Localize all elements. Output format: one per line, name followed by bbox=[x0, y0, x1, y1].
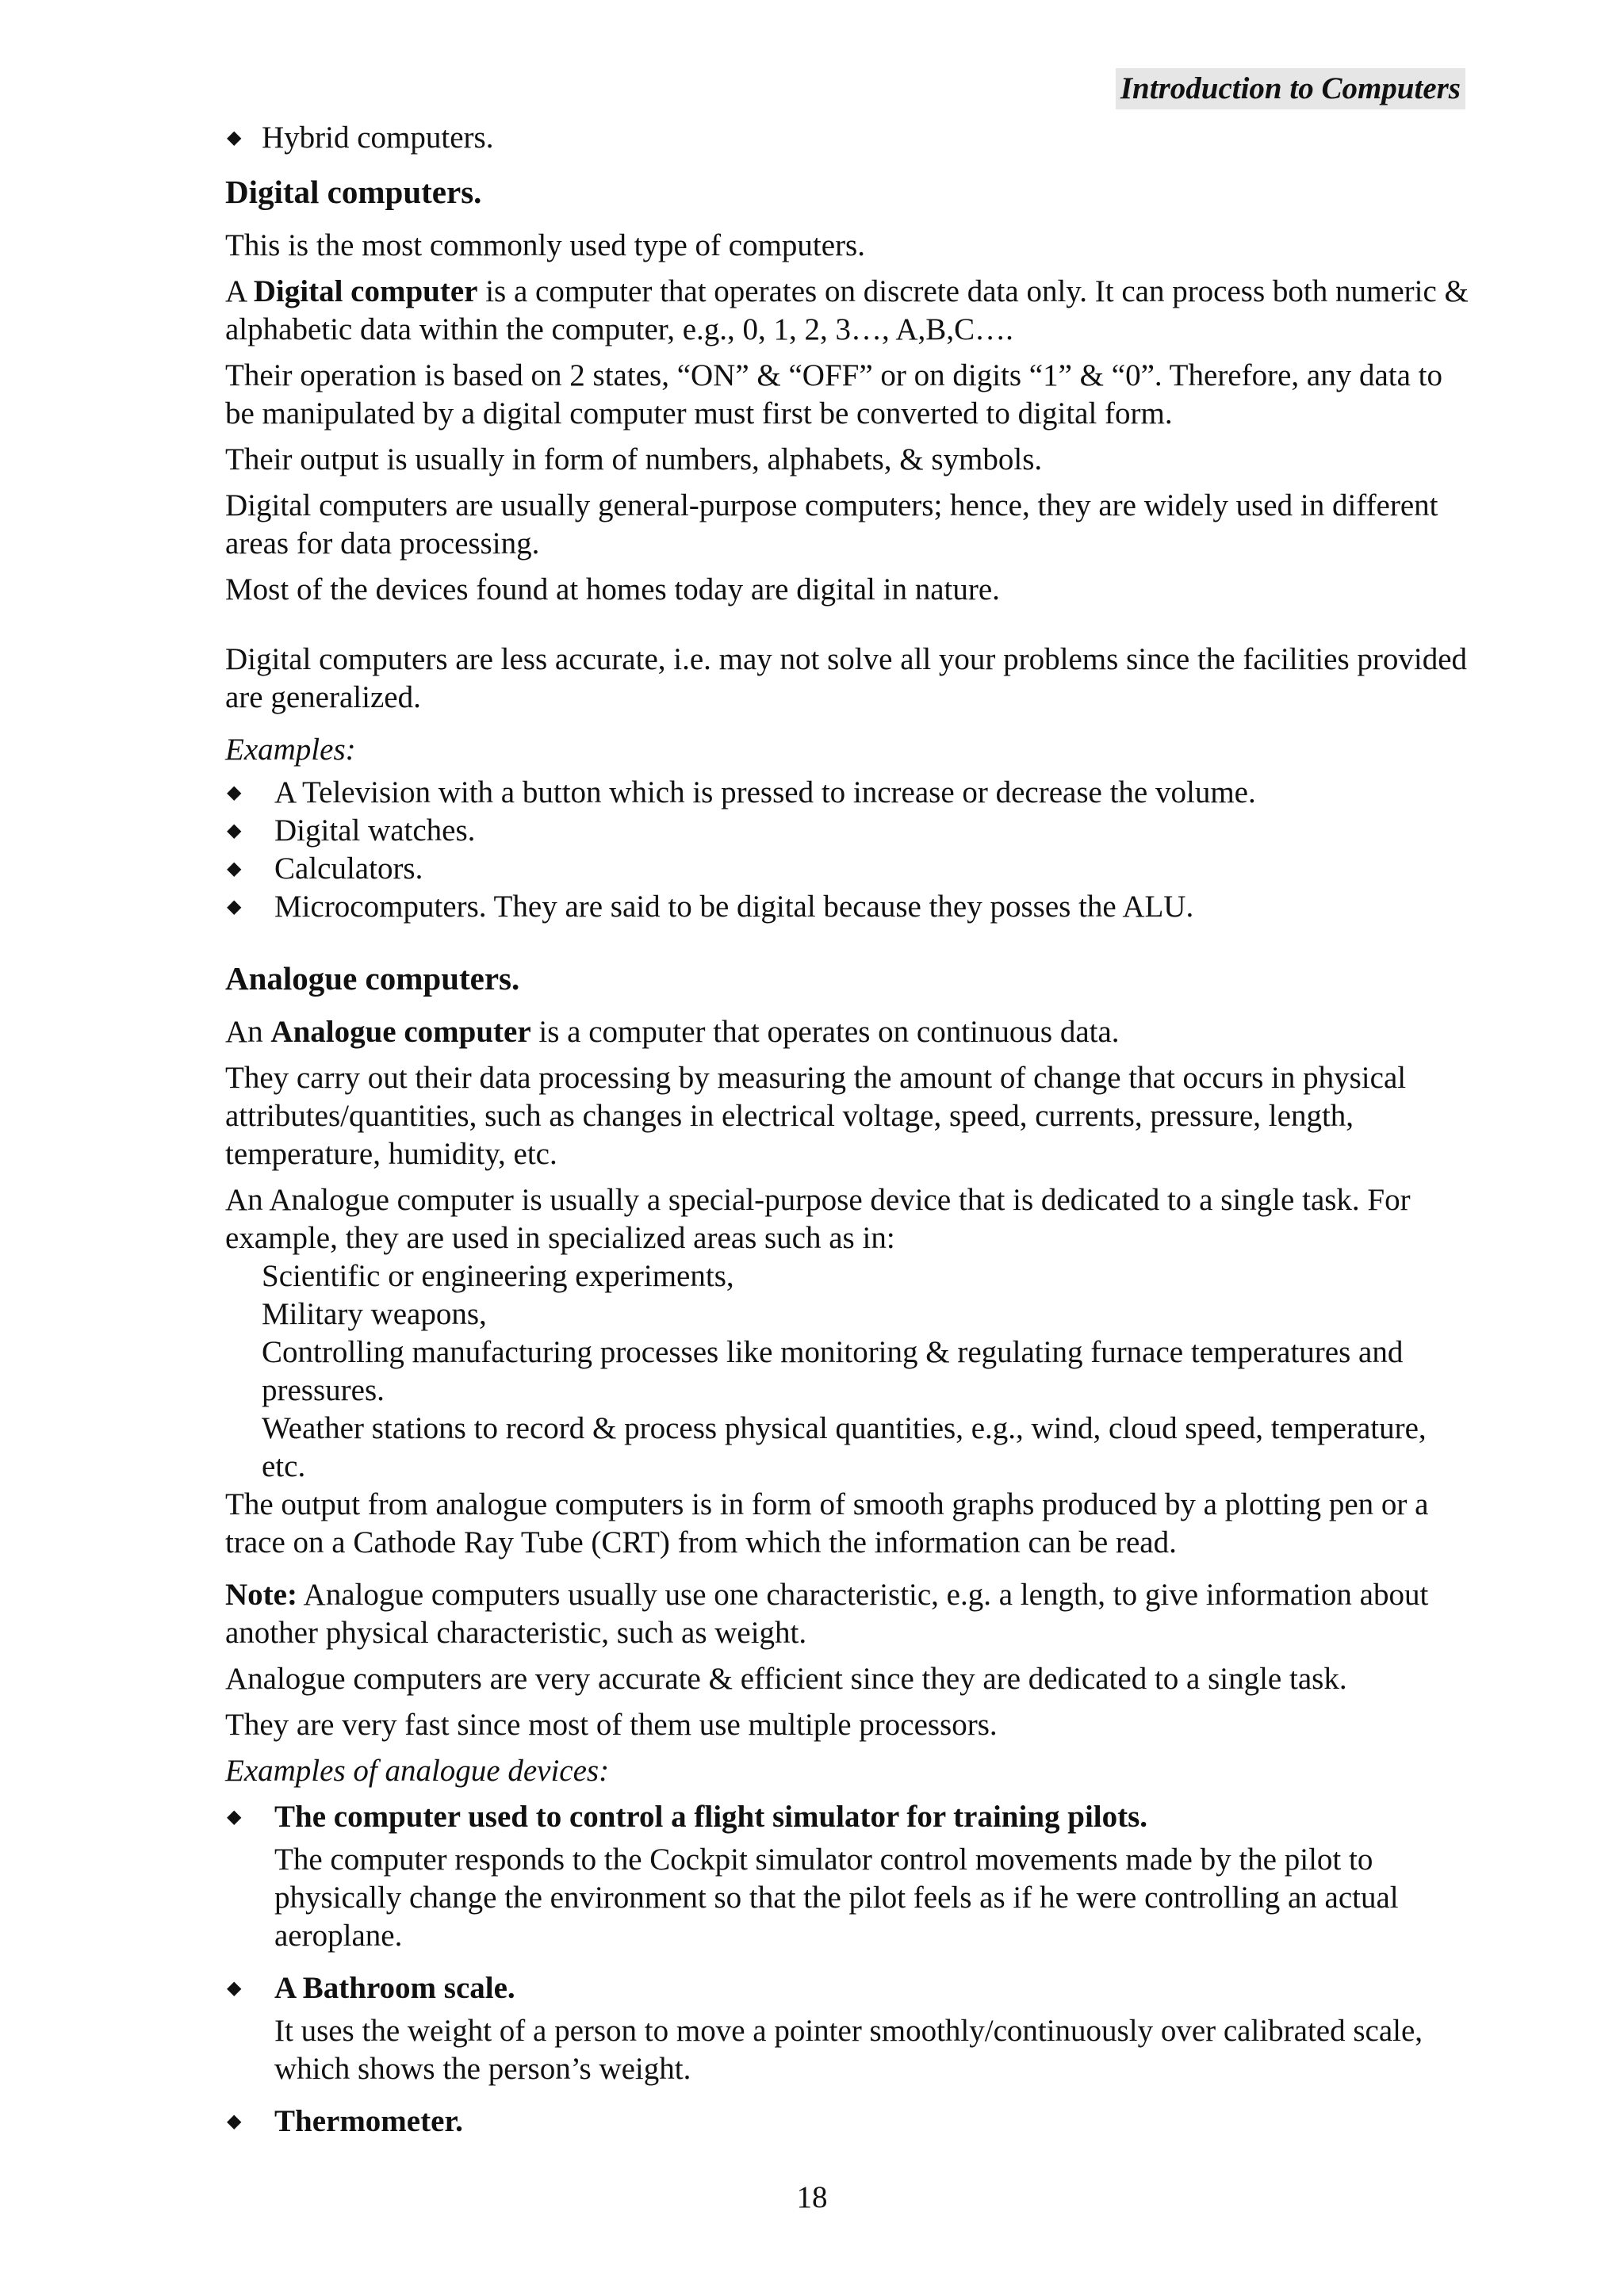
paragraph bbox=[225, 273, 1470, 349]
list-item bbox=[225, 119, 1470, 157]
analogue-areas-list bbox=[225, 1257, 1470, 1486]
paragraph: This is the most commonly used type of computers. bbox=[225, 228, 865, 262]
list-item bbox=[225, 774, 1470, 812]
paragraph: Digital computers are less accurate, i.e. may not solve all your problems since the facilities provided are generalized. bbox=[225, 642, 1467, 714]
paragraph-text: is a computer that operates on discrete data only. It can process both numeric & alphabetic data within the computer, e.g., 0, 1, 2, 3…, A,B,C…. bbox=[225, 274, 1469, 346]
list-item-text: Hybrid computers. bbox=[262, 121, 494, 155]
list-item bbox=[225, 850, 1470, 888]
term-analogue-computer: Analogue computer bbox=[270, 1015, 531, 1049]
list-item: Military weapons, bbox=[262, 1297, 487, 1331]
list-item: Controlling manufacturing processes like monitoring & regulating furnace temperatures and pressures. bbox=[262, 1335, 1404, 1407]
section-heading-analogue: Analogue computers. bbox=[225, 960, 520, 997]
digital-examples-list bbox=[225, 774, 1470, 926]
list-item-text: Calculators. bbox=[274, 851, 423, 886]
paragraph: Analogue computers are very accurate & efficient since they are dedicated to a single task. bbox=[225, 1662, 1347, 1696]
diamond-bullet-icon: ◆ bbox=[227, 859, 242, 879]
list-item: Weather stations to record & process physical quantities, e.g., wind, cloud speed, temperature, etc. bbox=[262, 1411, 1427, 1483]
page-number: 18 bbox=[796, 2180, 828, 2214]
note-text: Analogue computers usually use one characteristic, e.g. a length, to give information about another physical characteristic, such as weight. bbox=[225, 1578, 1429, 1650]
note-label: Note: bbox=[225, 1578, 297, 1612]
paragraph-text: A bbox=[225, 274, 254, 308]
list-item bbox=[225, 888, 1470, 926]
diamond-bullet-icon: ◆ bbox=[227, 1807, 242, 1827]
list-item-text: A Television with a button which is pressed to increase or decrease the volume. bbox=[274, 775, 1256, 809]
term-digital-computer: Digital computer bbox=[253, 274, 478, 308]
paragraph: An Analogue computer is usually a special-purpose device that is dedicated to a single task. For example, they are used in specialized areas such as in: bbox=[225, 1183, 1411, 1255]
diamond-bullet-icon: ◆ bbox=[227, 1978, 242, 1999]
list-item bbox=[225, 1969, 1470, 2007]
paragraph-text: An bbox=[225, 1015, 271, 1049]
paragraph: Their operation is based on 2 states, “ON” & “OFF” or on digits “1” & “0”. Therefore, any data to be manipulated by a digital computer must first be converted to digital form. bbox=[225, 358, 1442, 430]
list-item-title: A Bathroom scale. bbox=[274, 1971, 515, 2005]
diamond-bullet-icon: ◆ bbox=[227, 897, 242, 917]
list-item-description: The computer responds to the Cockpit simulator control movements made by the pilot to physically change the environment so that the pilot feels as if he were controlling an actual aeroplane. bbox=[274, 1843, 1399, 1953]
paragraph: Most of the devices found at homes today are digital in nature. bbox=[225, 572, 1000, 607]
list-item bbox=[225, 2103, 1470, 2141]
list-item-text: Digital watches. bbox=[274, 813, 476, 848]
diamond-bullet-icon: ◆ bbox=[227, 128, 242, 148]
paragraph: They carry out their data processing by measuring the amount of change that occurs in physical attributes/quantities, such as changes in electrical voltage, speed, currents, pressure, length, temperature, humidity, etc. bbox=[225, 1061, 1407, 1171]
diamond-bullet-icon: ◆ bbox=[227, 2111, 242, 2132]
list-item: Scientific or engineering experiments, bbox=[262, 1259, 734, 1293]
paragraph: Their output is usually in form of numbers, alphabets, & symbols. bbox=[225, 442, 1043, 476]
paragraph: Digital computers are usually general-purpose computers; hence, they are widely used in different areas for data processing. bbox=[225, 488, 1438, 561]
list-item-title: Thermometer. bbox=[274, 2104, 463, 2138]
list-item bbox=[225, 1798, 1470, 1836]
examples-label: Examples: bbox=[225, 733, 356, 767]
paragraph-text: is a computer that operates on continuous data. bbox=[530, 1015, 1120, 1049]
note-paragraph bbox=[225, 1576, 1470, 1652]
paragraph bbox=[225, 1013, 1470, 1051]
paragraph: They are very fast since most of them use multiple processors. bbox=[225, 1708, 998, 1742]
paragraph: The output from analogue computers is in form of smooth graphs produced by a plotting pen or a trace on a Cathode Ray Tube (CRT) from which the information can be read. bbox=[225, 1487, 1429, 1559]
page-content bbox=[225, 119, 1470, 2141]
running-header: Introduction to Computers bbox=[1116, 68, 1465, 109]
list-item-text: Microcomputers. They are said to be digital because they posses the ALU. bbox=[274, 890, 1194, 924]
analogue-examples-list bbox=[225, 1798, 1470, 2141]
diamond-bullet-icon: ◆ bbox=[227, 783, 242, 803]
list-item-description: It uses the weight of a person to move a pointer smoothly/continuously over calibrated scale, which shows the person’s weight. bbox=[274, 2014, 1423, 2086]
list-item bbox=[225, 812, 1470, 850]
section-heading-digital: Digital computers. bbox=[225, 174, 482, 210]
examples-label: Examples of analogue devices: bbox=[225, 1754, 610, 1788]
diamond-bullet-icon: ◆ bbox=[227, 821, 242, 841]
list-item-title: The computer used to control a flight simulator for training pilots. bbox=[274, 1800, 1148, 1834]
